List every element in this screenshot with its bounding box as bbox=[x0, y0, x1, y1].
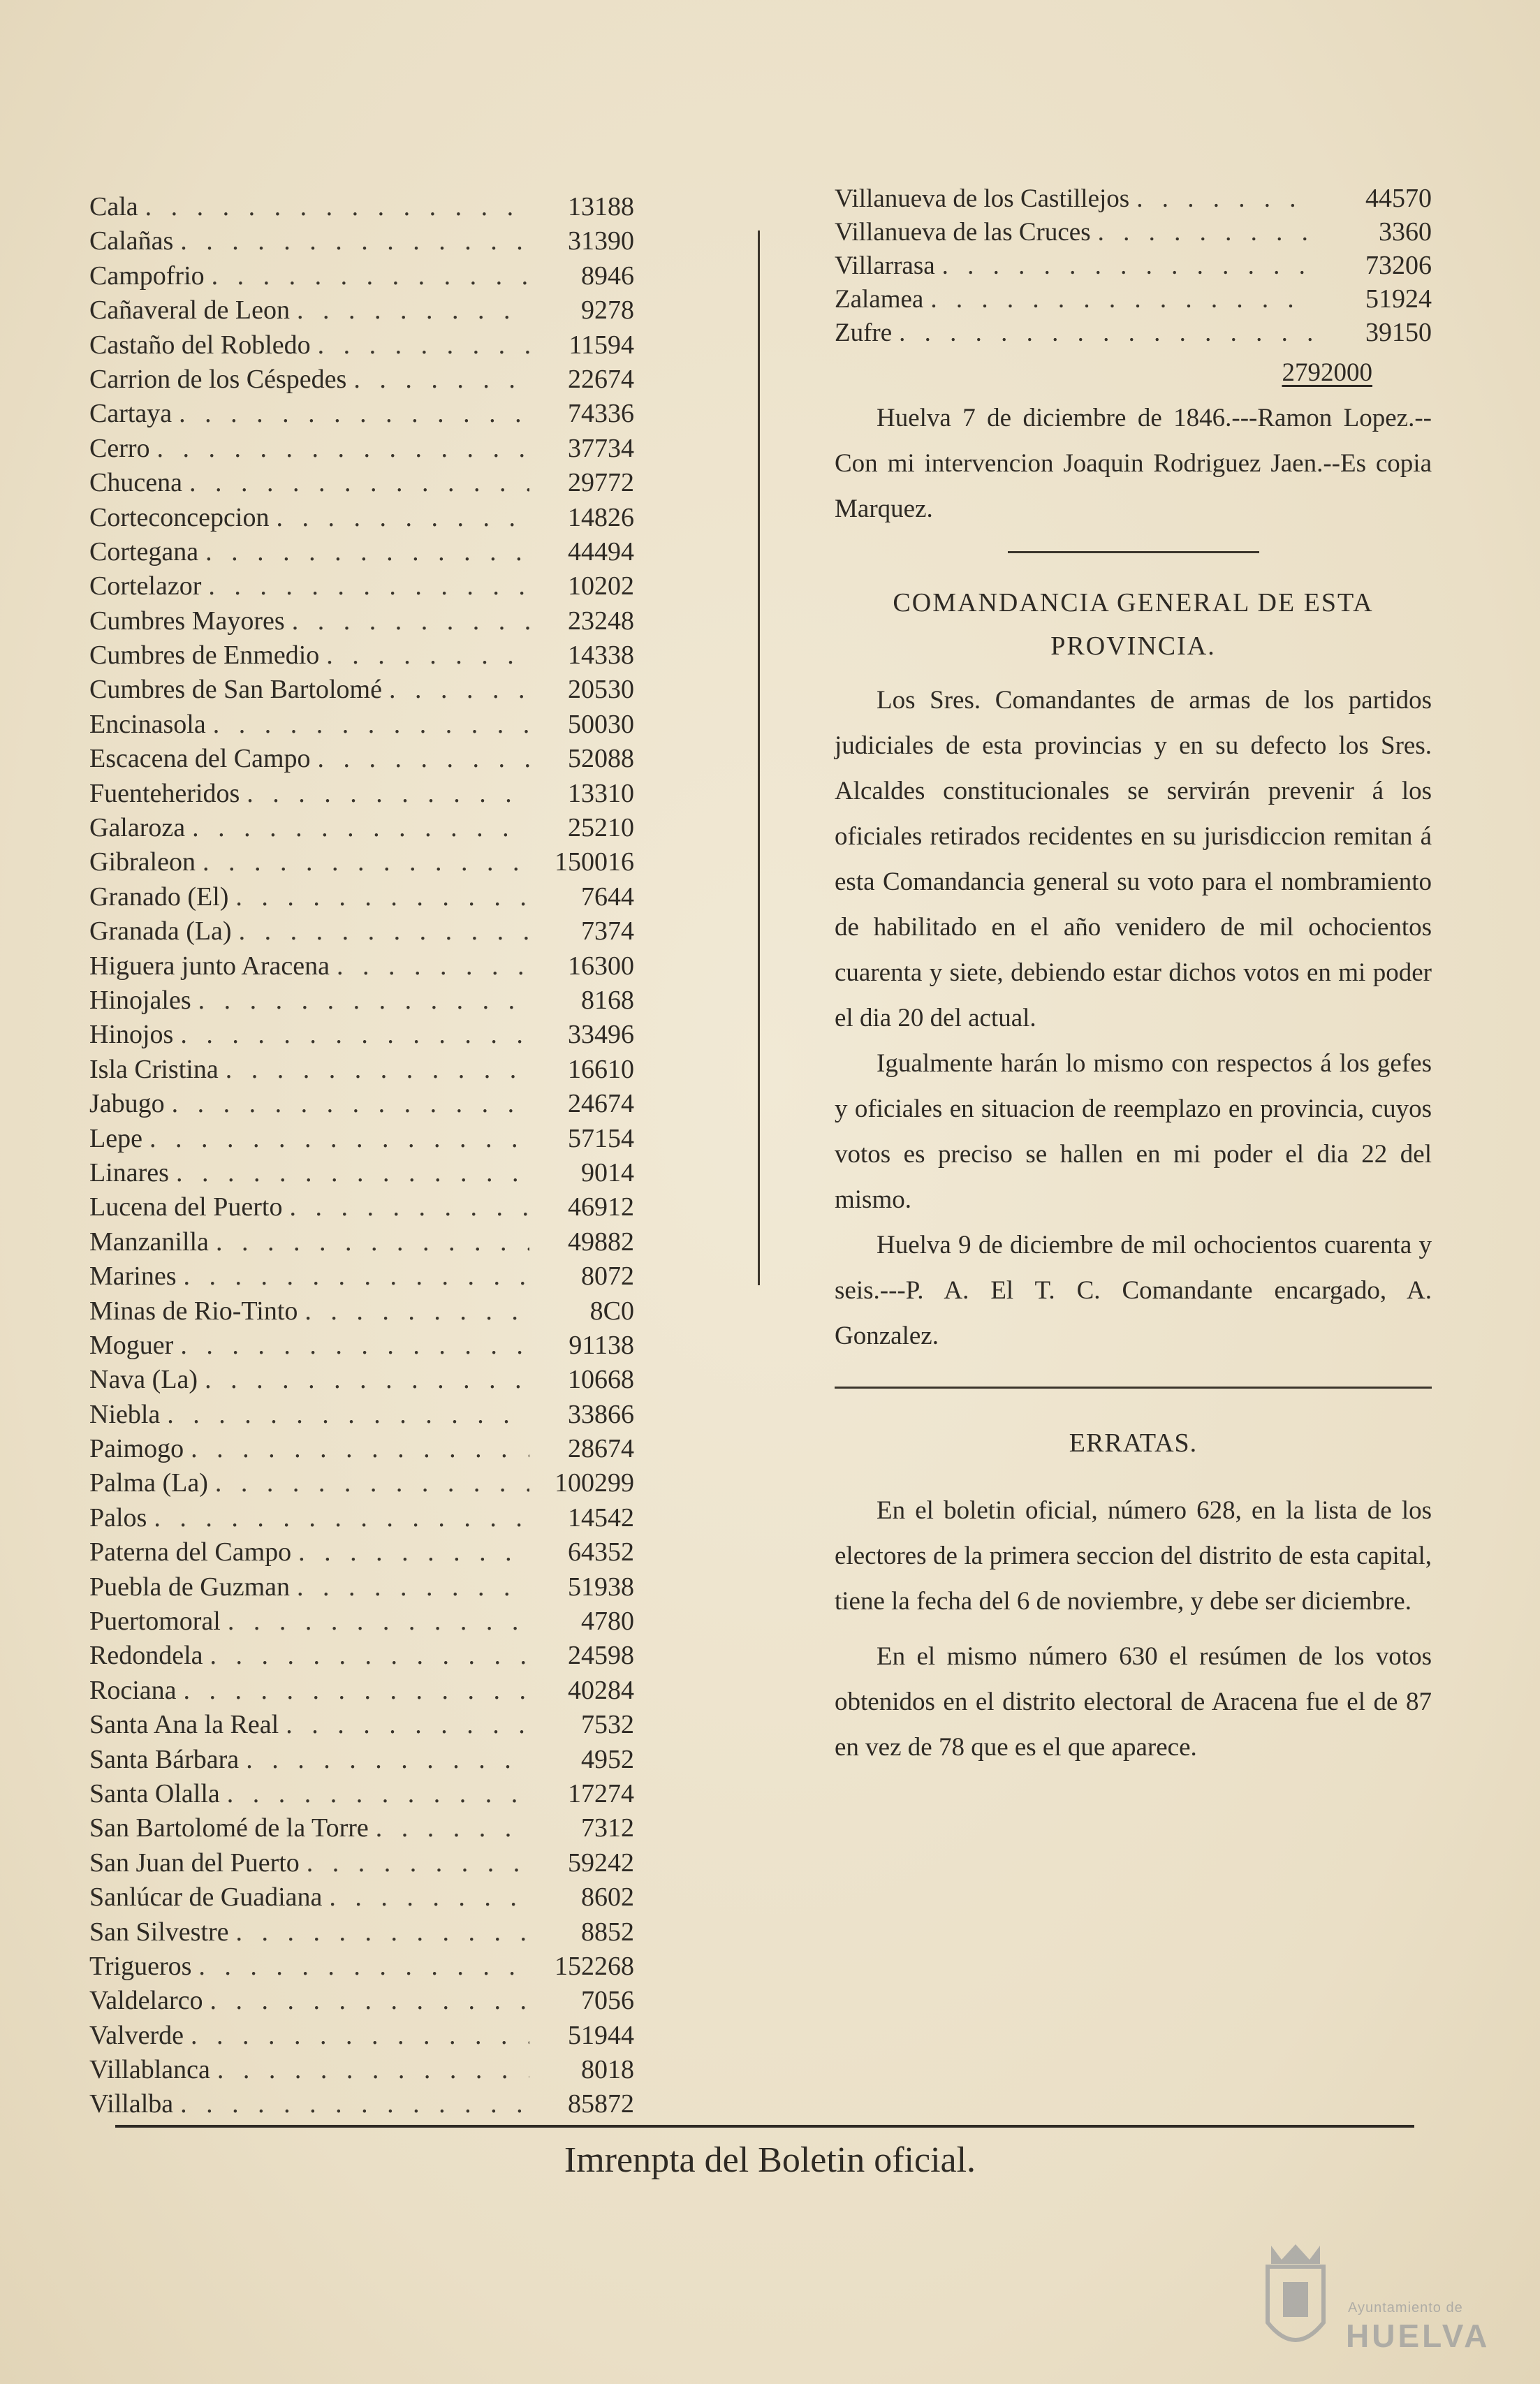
leader-dots bbox=[180, 2087, 529, 2121]
municipality-votes: 10202 bbox=[568, 571, 634, 601]
municipality-votes: 44494 bbox=[568, 536, 634, 566]
signature-paragraph: Huelva 7 de diciembre de 1846.---Ramon Lopez.--Con mi intervencion Joaquin Rodriguez Jaen.--Es copia Marquez. bbox=[835, 404, 1432, 523]
municipality-name: Fuenteheridos bbox=[89, 778, 240, 808]
municipality-votes: 16610 bbox=[568, 1054, 634, 1084]
printer-imprint: Imrenpta del Boletin oficial. bbox=[564, 2140, 976, 2180]
municipality-name: Niebla bbox=[89, 1399, 161, 1429]
municipality-votes: 13188 bbox=[568, 192, 634, 221]
municipality-row bbox=[89, 466, 634, 500]
municipality-votes: 13310 bbox=[568, 778, 634, 808]
leader-dots bbox=[318, 742, 529, 776]
municipality-votes: 8946 bbox=[581, 261, 634, 291]
municipality-votes: 152268 bbox=[555, 1951, 634, 1981]
municipality-votes: 24598 bbox=[568, 1641, 634, 1671]
municipality-votes: 49882 bbox=[568, 1227, 634, 1257]
leader-dots bbox=[215, 1466, 529, 1500]
municipality-row bbox=[89, 1363, 634, 1397]
leader-dots bbox=[198, 983, 529, 1018]
municipality-row bbox=[89, 2053, 634, 2087]
municipality-name: Valdelarco bbox=[89, 1986, 203, 2016]
municipality-row bbox=[89, 1329, 634, 1363]
municipality-row bbox=[89, 1432, 634, 1466]
municipality-name: Villanueva de los Castillejos bbox=[835, 184, 1130, 213]
municipality-row bbox=[89, 983, 634, 1018]
leader-dots bbox=[167, 1398, 529, 1432]
municipality-votes: 20530 bbox=[568, 675, 634, 705]
municipality-name: Gibraleon bbox=[89, 847, 196, 877]
municipality-votes: 25210 bbox=[568, 813, 634, 843]
leader-dots bbox=[205, 1363, 529, 1397]
leader-dots bbox=[246, 1743, 529, 1777]
municipality-votes: 39150 bbox=[1365, 318, 1432, 347]
municipality-name: Jabugo bbox=[89, 1089, 165, 1119]
municipality-name: Manzanilla bbox=[89, 1227, 209, 1257]
municipality-name: Santa Ana la Real bbox=[89, 1710, 279, 1740]
leader-dots bbox=[376, 1811, 529, 1845]
municipality-list-left bbox=[89, 190, 634, 2122]
municipality-name: Villablanca bbox=[89, 2055, 210, 2085]
leader-dots bbox=[289, 1190, 529, 1224]
right-column bbox=[835, 182, 1432, 1770]
leader-dots bbox=[389, 673, 529, 707]
municipality-name: Escacena del Campo bbox=[89, 744, 311, 774]
municipality-name: Sanlúcar de Guadiana bbox=[89, 1882, 323, 1913]
municipality-row bbox=[89, 293, 634, 328]
municipality-votes: 59242 bbox=[568, 1848, 634, 1878]
municipality-row bbox=[89, 1743, 634, 1777]
municipality-name: Hinojos bbox=[89, 1020, 174, 1050]
municipality-row bbox=[89, 190, 634, 224]
section-paragraph: Los Sres. Comandantes de armas de los partidos judiciales de esta provincias y en su defecto los Sres. Alcaldes constitucionales se servirán prevenir á los oficiales retirados recidentes en su jurisdiccion remitan á esta Comandancia general su voto para el nombramiento de habilitado en el año venidero de mil ochocientos cuarenta y siete, debiendo estar dichos votos en mi poder el dia 20 del actual. bbox=[835, 686, 1432, 1032]
municipality-row bbox=[89, 328, 634, 363]
municipality-name: Paterna del Campo bbox=[89, 1537, 292, 1567]
municipality-votes: 73206 bbox=[1365, 251, 1432, 280]
leader-dots bbox=[210, 1984, 529, 2018]
municipality-row bbox=[89, 949, 634, 983]
municipality-row bbox=[89, 1501, 634, 1535]
leader-dots bbox=[217, 2053, 529, 2087]
leader-dots bbox=[228, 1604, 529, 1639]
municipality-row bbox=[89, 742, 634, 776]
municipality-name: Marines bbox=[89, 1262, 177, 1292]
municipality-votes: 74336 bbox=[568, 399, 634, 429]
municipality-name: Cañaveral de Leon bbox=[89, 295, 290, 326]
leader-dots bbox=[216, 1225, 529, 1259]
municipality-votes: 8602 bbox=[581, 1882, 634, 1913]
municipality-name: Santa Bárbara bbox=[89, 1744, 240, 1774]
municipality-name: Cumbres de San Bartolomé bbox=[89, 675, 382, 705]
erratas-paragraph: En el mismo número 630 el resúmen de los votos obtenidos en el distrito electoral de Aracena fue el de 87 en vez de 78 que es el que aparece. bbox=[835, 1642, 1432, 1762]
municipality-name: Cortegana bbox=[89, 536, 199, 566]
municipality-votes: 4952 bbox=[581, 1744, 634, 1774]
municipality-row bbox=[89, 2019, 634, 2053]
municipality-row bbox=[89, 1466, 634, 1500]
leader-dots bbox=[191, 2019, 529, 2053]
leader-dots bbox=[154, 1501, 529, 1535]
municipality-name: Campofrio bbox=[89, 261, 205, 291]
municipality-name: Cumbres de Enmedio bbox=[89, 641, 320, 671]
leader-dots bbox=[298, 1535, 529, 1570]
municipality-name: Villalba bbox=[89, 2089, 174, 2119]
municipality-votes: 33496 bbox=[568, 1020, 634, 1050]
municipality-votes: 51924 bbox=[1365, 284, 1432, 314]
municipality-row bbox=[89, 569, 634, 604]
leader-dots bbox=[189, 466, 529, 500]
municipality-name: Galaroza bbox=[89, 813, 186, 843]
leader-dots bbox=[198, 1950, 529, 1984]
municipality-row bbox=[89, 2087, 634, 2121]
municipality-row bbox=[89, 880, 634, 914]
municipality-votes: 8072 bbox=[581, 1262, 634, 1292]
municipality-votes: 7644 bbox=[581, 882, 634, 912]
municipality-row bbox=[89, 1190, 634, 1224]
municipality-name: Higuera junto Aracena bbox=[89, 951, 330, 981]
municipality-row bbox=[89, 638, 634, 673]
municipality-name: Cartaya bbox=[89, 399, 173, 429]
municipality-name: Cerro bbox=[89, 433, 150, 463]
municipality-row bbox=[89, 1398, 634, 1432]
municipality-row bbox=[89, 604, 634, 638]
municipality-votes: 50030 bbox=[568, 709, 634, 739]
leader-dots bbox=[184, 1674, 529, 1708]
municipality-name: Paimogo bbox=[89, 1434, 184, 1464]
leader-dots bbox=[145, 190, 529, 224]
municipality-votes: 10668 bbox=[568, 1365, 634, 1395]
leader-dots bbox=[942, 249, 1313, 283]
section-paragraph: Huelva 9 de diciembre de mil ochocientos cuarenta y seis.---P. A. El T. C. Comandante encargado, A. Gonzalez. bbox=[835, 1231, 1432, 1350]
municipality-votes: 8C0 bbox=[589, 1296, 634, 1326]
municipality-votes: 9014 bbox=[581, 1157, 634, 1187]
municipality-votes: 7532 bbox=[581, 1710, 634, 1740]
municipality-votes: 31390 bbox=[568, 226, 634, 256]
municipality-votes: 14542 bbox=[568, 1502, 634, 1533]
municipality-row bbox=[89, 811, 634, 845]
leader-dots bbox=[337, 949, 529, 983]
municipality-votes: 3360 bbox=[1379, 217, 1432, 247]
municipality-votes: 28674 bbox=[568, 1434, 634, 1464]
leader-dots bbox=[180, 1329, 529, 1363]
municipality-name: Santa Olalla bbox=[89, 1778, 220, 1808]
municipality-name: Hinojales bbox=[89, 985, 191, 1015]
municipality-votes: 8852 bbox=[581, 1917, 634, 1947]
municipality-votes: 46912 bbox=[568, 1192, 634, 1222]
column-divider bbox=[758, 231, 760, 1285]
leader-dots bbox=[235, 1915, 529, 1950]
municipality-row bbox=[89, 1950, 634, 1984]
municipality-votes: 85872 bbox=[568, 2089, 634, 2119]
municipality-row bbox=[835, 316, 1432, 349]
municipality-name: Minas de Rio-Tinto bbox=[89, 1296, 298, 1326]
municipality-row bbox=[89, 363, 634, 397]
municipality-row bbox=[89, 708, 634, 742]
municipality-votes: 7056 bbox=[581, 1986, 634, 2016]
municipality-row bbox=[835, 282, 1432, 316]
leader-dots bbox=[239, 914, 529, 949]
leader-dots bbox=[226, 1053, 529, 1087]
section-divider bbox=[835, 1387, 1432, 1389]
municipality-row bbox=[89, 535, 634, 569]
watermark-caption: Ayuntamiento de bbox=[1348, 2300, 1463, 2316]
leader-dots bbox=[172, 1087, 529, 1121]
municipality-row bbox=[89, 259, 634, 293]
municipality-votes: 29772 bbox=[568, 468, 634, 498]
municipality-row bbox=[89, 1674, 634, 1708]
municipality-name: Linares bbox=[89, 1157, 169, 1187]
municipality-row bbox=[89, 1880, 634, 1915]
municipality-name: Lepe bbox=[89, 1123, 142, 1153]
leader-dots bbox=[192, 811, 529, 845]
leader-dots bbox=[227, 1777, 529, 1811]
municipality-row bbox=[89, 1984, 634, 2018]
municipality-votes: 64352 bbox=[568, 1537, 634, 1567]
municipality-row bbox=[89, 432, 634, 466]
municipality-row bbox=[89, 501, 634, 535]
municipality-name: Puebla de Guzman bbox=[89, 1572, 291, 1602]
archive-watermark bbox=[1254, 2239, 1491, 2364]
municipality-votes: 9278 bbox=[581, 295, 634, 326]
municipality-row bbox=[89, 1087, 634, 1121]
municipality-row bbox=[89, 1294, 634, 1329]
municipality-name: Carrion de los Céspedes bbox=[89, 364, 347, 394]
leader-dots bbox=[205, 535, 529, 569]
leader-dots bbox=[184, 1259, 529, 1294]
municipality-votes: 11594 bbox=[569, 330, 634, 360]
municipality-row bbox=[89, 397, 634, 431]
leader-dots bbox=[180, 1018, 529, 1052]
leader-dots bbox=[191, 1432, 529, 1466]
municipality-votes: 44570 bbox=[1365, 184, 1432, 213]
leader-dots bbox=[286, 1708, 529, 1742]
municipality-votes: 100299 bbox=[555, 1468, 634, 1498]
municipality-name: Palma (La) bbox=[89, 1468, 208, 1498]
section-divider bbox=[1008, 551, 1259, 553]
municipality-votes: 14826 bbox=[568, 502, 634, 532]
municipality-row bbox=[89, 1846, 634, 1880]
leader-dots bbox=[329, 1880, 529, 1915]
municipality-name: San Juan del Puerto bbox=[89, 1848, 300, 1878]
leader-dots bbox=[208, 569, 529, 604]
municipality-name: Lucena del Puerto bbox=[89, 1192, 283, 1222]
municipality-row bbox=[89, 1259, 634, 1294]
municipality-name: Palos bbox=[89, 1502, 147, 1533]
leader-dots bbox=[176, 1156, 529, 1190]
municipality-name: Corteconcepcion bbox=[89, 502, 270, 532]
municipality-votes: 40284 bbox=[568, 1675, 634, 1705]
leader-dots bbox=[157, 432, 529, 466]
city-seal-icon bbox=[1254, 2239, 1337, 2361]
municipality-votes: 4780 bbox=[581, 1607, 634, 1637]
municipality-votes: 150016 bbox=[555, 847, 634, 877]
municipality-votes: 37734 bbox=[568, 433, 634, 463]
municipality-row bbox=[89, 1122, 634, 1156]
municipality-votes: 8018 bbox=[581, 2055, 634, 2085]
municipality-name: Moguer bbox=[89, 1330, 174, 1360]
municipality-name: Calañas bbox=[89, 226, 174, 256]
municipality-row bbox=[89, 1639, 634, 1673]
leader-dots bbox=[149, 1122, 529, 1156]
municipality-row bbox=[89, 1777, 634, 1811]
municipality-name: San Silvestre bbox=[89, 1917, 229, 1947]
municipality-name: Puertomoral bbox=[89, 1607, 221, 1637]
municipality-row bbox=[89, 224, 634, 258]
municipality-name: Valverde bbox=[89, 2020, 184, 2050]
leader-dots bbox=[1098, 216, 1313, 249]
footer-rule bbox=[115, 2125, 1414, 2128]
leader-dots bbox=[318, 328, 529, 363]
leader-dots bbox=[180, 224, 529, 258]
leader-dots bbox=[1136, 182, 1313, 216]
municipality-votes: 24674 bbox=[568, 1089, 634, 1119]
leader-dots bbox=[930, 283, 1313, 316]
municipality-name: Redondela bbox=[89, 1641, 203, 1671]
municipality-row bbox=[89, 1604, 634, 1639]
municipality-row bbox=[89, 1915, 634, 1950]
municipality-votes: 52088 bbox=[568, 744, 634, 774]
municipality-row bbox=[89, 777, 634, 811]
municipality-name: Cala bbox=[89, 192, 138, 221]
municipality-votes: 91138 bbox=[569, 1330, 634, 1360]
municipality-name: Encinasola bbox=[89, 709, 206, 739]
municipality-list-right bbox=[835, 182, 1432, 349]
leader-dots bbox=[179, 397, 529, 431]
municipality-votes: 7374 bbox=[581, 916, 634, 946]
municipality-row bbox=[89, 914, 634, 949]
municipality-name: Nava (La) bbox=[89, 1365, 198, 1395]
municipality-name: Granado (El) bbox=[89, 882, 229, 912]
municipality-row bbox=[835, 182, 1432, 215]
municipality-row bbox=[89, 1811, 634, 1845]
municipality-votes: 7312 bbox=[581, 1813, 634, 1843]
municipality-name: Isla Cristina bbox=[89, 1054, 219, 1084]
municipality-row bbox=[89, 1156, 634, 1190]
municipality-votes: 57154 bbox=[568, 1123, 634, 1153]
municipality-votes: 51944 bbox=[568, 2020, 634, 2050]
leader-dots bbox=[210, 1639, 529, 1673]
leader-dots bbox=[276, 501, 529, 535]
municipality-name: Zalamea bbox=[835, 285, 924, 314]
municipality-votes: 14338 bbox=[568, 641, 634, 671]
municipality-row bbox=[89, 1053, 634, 1087]
leader-dots bbox=[212, 259, 529, 293]
leader-dots bbox=[297, 1570, 529, 1604]
leader-dots bbox=[326, 638, 529, 673]
erratas-paragraph: En el boletin oficial, número 628, en la lista de los electores de la primera seccion del distrito de esta capital, tiene la fecha del 6 de noviembre, y debe ser diciembre. bbox=[835, 1496, 1432, 1616]
leader-dots bbox=[297, 293, 529, 328]
municipality-votes: 22674 bbox=[568, 364, 634, 394]
municipality-name: Zufre bbox=[835, 319, 893, 347]
municipality-row bbox=[835, 249, 1432, 282]
municipality-row bbox=[89, 845, 634, 879]
municipality-votes: 17274 bbox=[568, 1778, 634, 1808]
municipality-row bbox=[89, 1535, 634, 1570]
municipality-votes: 33866 bbox=[568, 1399, 634, 1429]
municipality-name: Villanueva de las Cruces bbox=[835, 218, 1091, 247]
municipality-name: Cortelazor bbox=[89, 571, 202, 601]
leader-dots bbox=[353, 363, 529, 397]
leader-dots bbox=[235, 880, 529, 914]
municipality-row bbox=[89, 1225, 634, 1259]
municipality-row bbox=[835, 215, 1432, 249]
municipality-name: Cumbres Mayores bbox=[89, 606, 285, 636]
section-paragraph: Igualmente harán lo mismo con respectos á los gefes y oficiales en situacion de reemplazo en provincia, cuyos votos es preciso se hallen en mi poder el dia 22 del mismo. bbox=[835, 1049, 1432, 1214]
leader-dots bbox=[307, 1846, 529, 1880]
municipality-name: Chucena bbox=[89, 468, 182, 498]
municipality-row bbox=[89, 1018, 634, 1052]
vote-total: 2792000 bbox=[1282, 358, 1372, 387]
leader-dots bbox=[305, 1294, 529, 1329]
municipality-name: Villarrasa bbox=[835, 251, 935, 280]
leader-dots bbox=[247, 777, 529, 811]
leader-dots bbox=[203, 845, 529, 879]
municipality-votes: 16300 bbox=[568, 951, 634, 981]
municipality-votes: 23248 bbox=[568, 606, 634, 636]
leader-dots bbox=[899, 316, 1313, 350]
municipality-votes: 51938 bbox=[568, 1572, 634, 1602]
municipality-votes: 8168 bbox=[581, 985, 634, 1015]
erratas-heading: ERRATAS. bbox=[1069, 1428, 1198, 1458]
leader-dots bbox=[292, 604, 529, 638]
leader-dots bbox=[213, 708, 529, 742]
municipality-row bbox=[89, 1708, 634, 1742]
section-heading: COMANDANCIA GENERAL DE ESTA PROVINCIA. bbox=[893, 588, 1374, 661]
watermark-name: HUELVA bbox=[1346, 2318, 1490, 2354]
municipality-row bbox=[89, 1570, 634, 1604]
municipality-name: San Bartolomé de la Torre bbox=[89, 1813, 369, 1843]
municipality-row bbox=[89, 673, 634, 707]
municipality-name: Castaño del Robledo bbox=[89, 330, 311, 360]
municipality-name: Rociana bbox=[89, 1675, 177, 1705]
municipality-name: Granada (La) bbox=[89, 916, 232, 946]
municipality-name: Trigueros bbox=[89, 1951, 192, 1981]
